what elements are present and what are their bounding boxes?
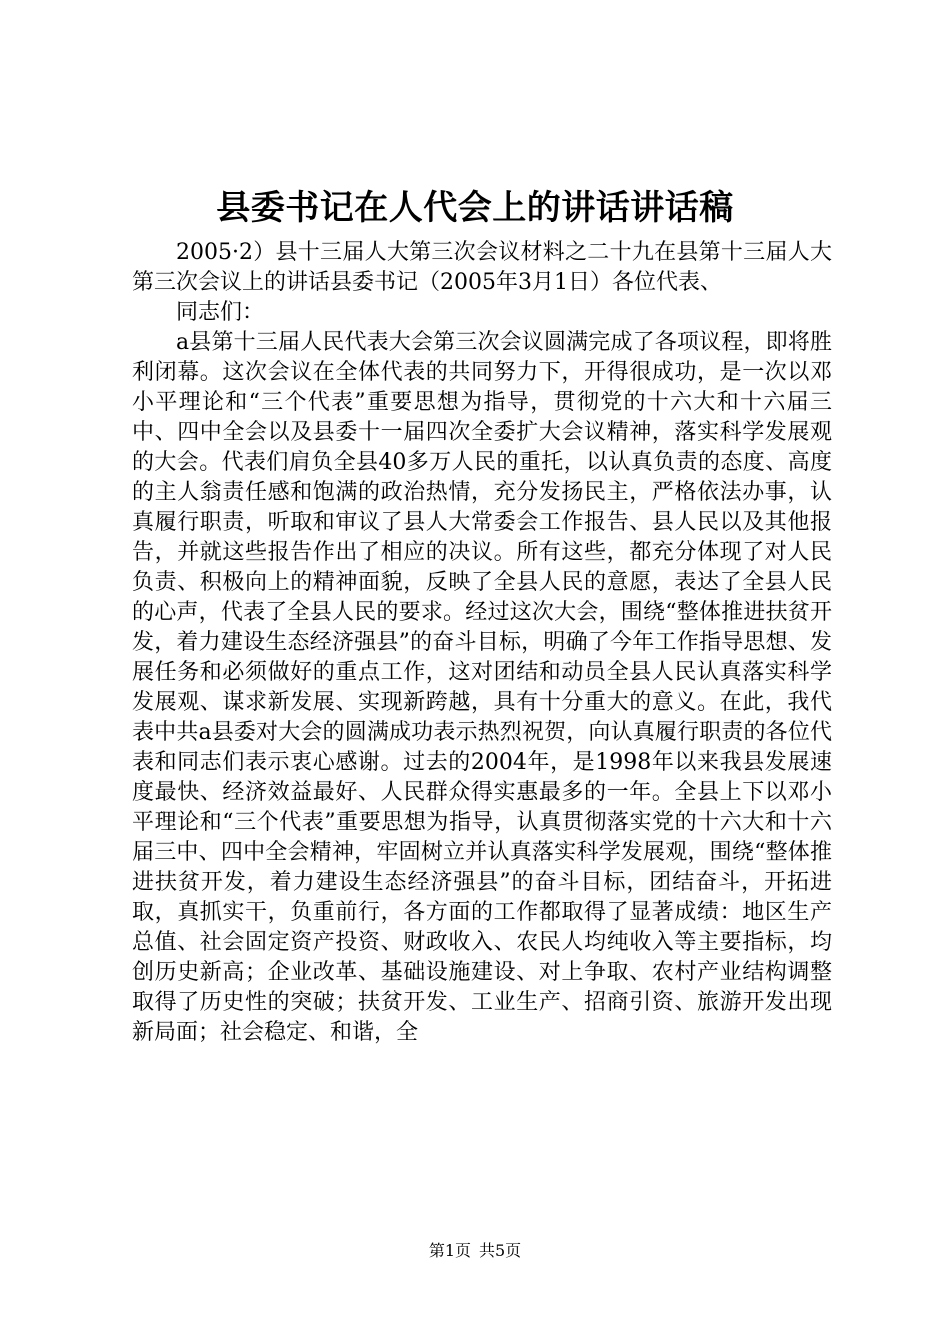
document-title: 县委书记在人代会上的讲话讲话稿 — [216, 188, 734, 228]
page-total: 共5页 — [479, 1241, 522, 1260]
paragraph-intro: 2005·2）县十三届人大第三次会议材料之二十九在县第十三届人大第三次会议上的讲话县委书记（2005年3月1日）各位代表、 — [132, 240, 832, 295]
document-body — [132, 238, 832, 1048]
page-footer — [0, 1240, 950, 1262]
paragraph-salutation: 同志们： — [176, 300, 265, 325]
paragraph-main: a县第十三届人民代表大会第三次会议圆满完成了各项议程，即将胜利闭幕。这次会议在全体代表的共同努力下，开得很成功，是一次以邓小平理论和“三个代表”重要思想为指导，贯彻党的十六大和十六届三中、四中全会以及县委十一届四次全委扩大会议精神，落实科学发展观的大会。代表们肩负全县40多万人民的重托，以认真负责的态度、高度的主人翁责任感和饱满的政治热情，充分发扬民主，严格依法办事，认真履行职责，听取和审议了县人大常委会工作报告、县人民以及其他报告，并就这些报告作出了相应的决议。所有这些，都充分体现了对人民负责、积极向上的精神面貌，反映了全县人民的意愿，表达了全县人民的心声，代表了全县人民的要求。经过这次大会，围绕“整体推进扶贫开发，着力建设生态经济强县”的奋斗目标，明确了今年工作指导思想、发展任务和必须做好的重点工作，这对团结和动员全县人民认真落实科学发展观、谋求新发展、实现新跨越，具有十分重大的意义。在此，我代表中共a县委对大会的圆满成功表示热烈祝贺，向认真履行职责的各位代表和同志们表示衷心感谢。过去的2004年，是1998年以来我县发展速度最快、经济效益最好、人民群众得实惠最多的一年。全县上下以邓小平理论和“三个代表”重要思想为指导，认真贯彻落实党的十六大和十六届三中、四中全会精神，牢固树立并认真落实科学发展观，围绕“整体推进扶贫开发，着力建设生态经济强县”的奋斗目标，团结奋斗，开拓进取，真抓实干，负重前行，各方面的工作都取得了显著成绩：地区生产总值、社会固定资产投资、财政收入、农民人均纯收入等主要指标，均创历史新高；企业改革、基础设施建设、对上争取、农村产业结构调整取得了历史性的突破；扶贫开发、工业生产、招商引资、旅游开发出现新局面；社会稳定、和谐，全 — [132, 330, 832, 1045]
page-number: 第1页 — [428, 1241, 471, 1260]
